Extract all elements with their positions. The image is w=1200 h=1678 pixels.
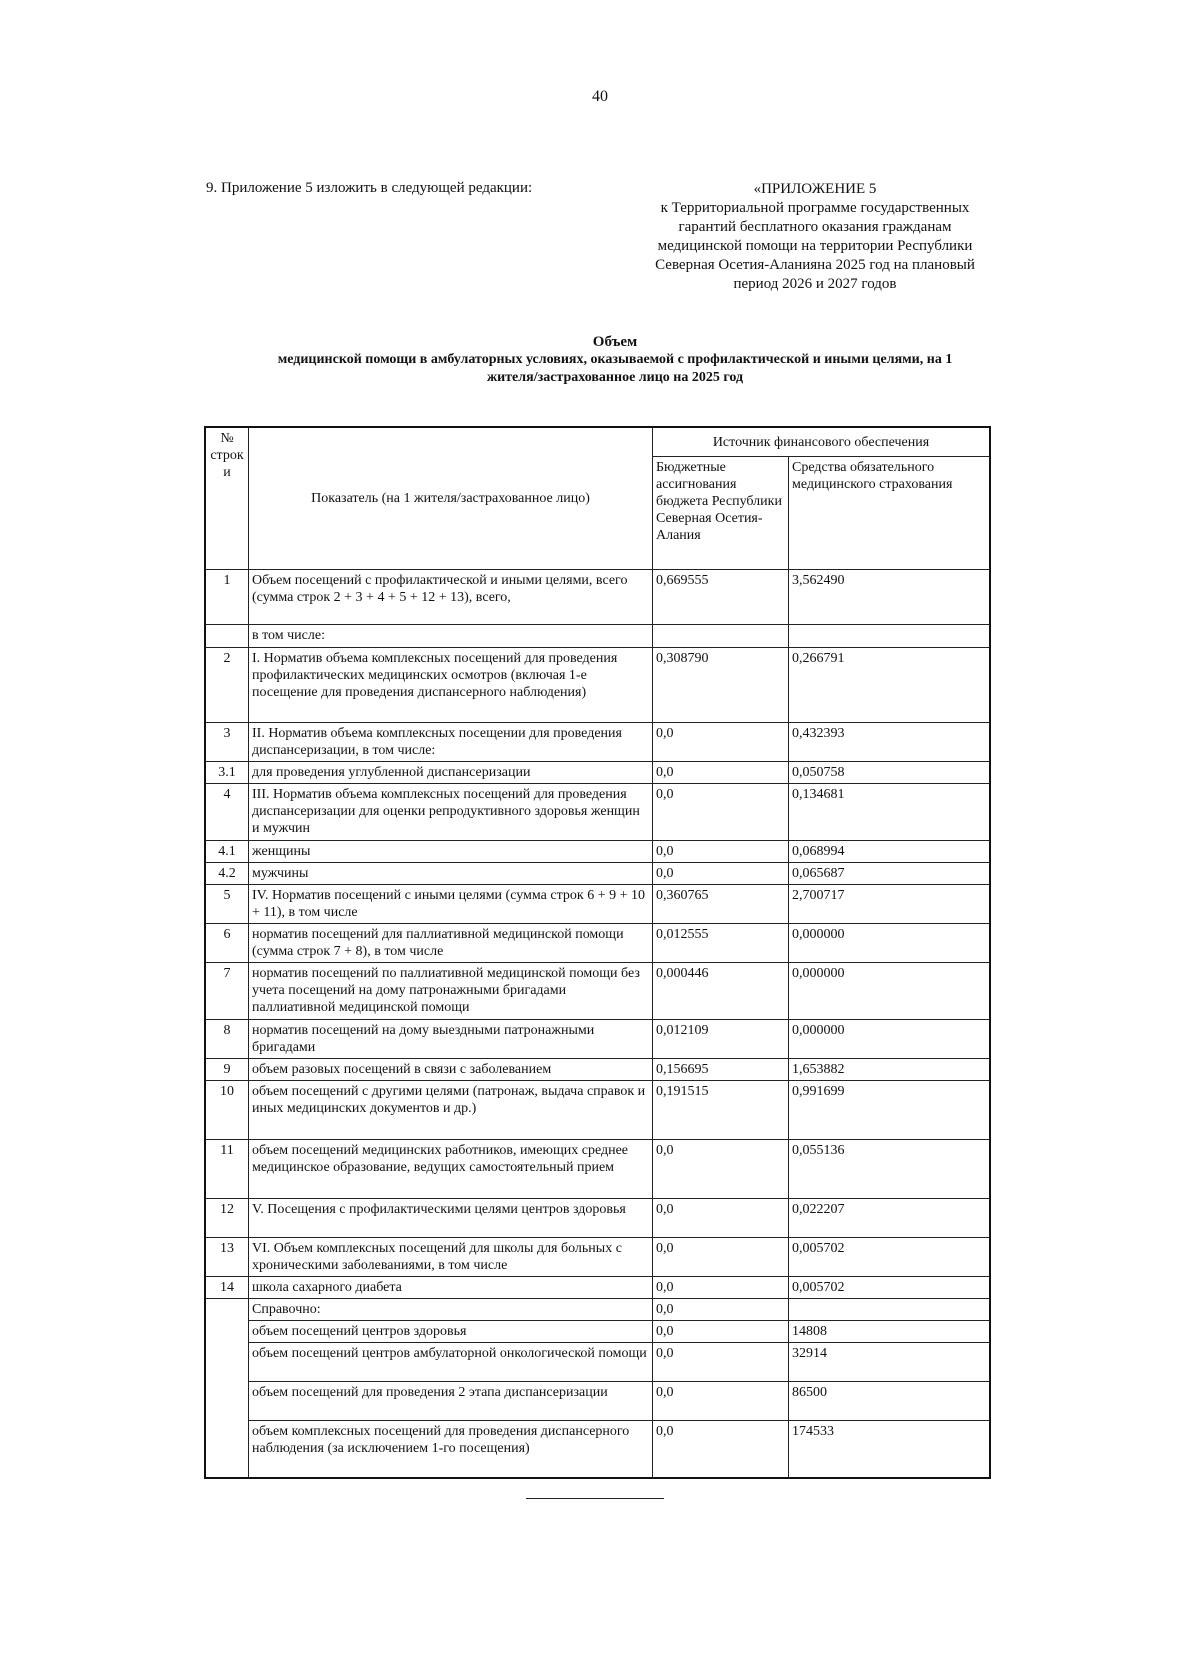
appendix-line: «ПРИЛОЖЕНИЕ 5	[753, 181, 877, 197]
header-source: Источник финансового обеспечения	[653, 427, 991, 457]
table-row	[205, 625, 990, 648]
header-oms: Средства обязательного медицинского страхования	[789, 457, 991, 570]
table-row	[205, 863, 990, 885]
row-budget-value: 0,012555	[653, 924, 789, 963]
row-number: 9	[205, 1059, 249, 1081]
table-row	[205, 648, 990, 723]
row-indicator: IV. Норматив посещений с иными целями (сумма строк 6 + 9 + 10 + 11), в том числе	[249, 885, 653, 924]
row-number: 1	[205, 570, 249, 625]
reference-budget-value: 0,0	[653, 1343, 789, 1382]
row-budget-value: 0,669555	[653, 570, 789, 625]
row-budget-value: 0,360765	[653, 885, 789, 924]
row-number: 7	[205, 963, 249, 1020]
volume-table	[204, 426, 991, 1479]
row-indicator: школа сахарного диабета	[249, 1277, 653, 1299]
row-indicator: для проведения углубленной диспансеризации	[249, 762, 653, 784]
row-oms-value	[789, 625, 991, 648]
row-number: 2	[205, 648, 249, 723]
row-number: 5	[205, 885, 249, 924]
title-line-2: медицинской помощи в амбулаторных условиях, оказываемой с профилактической и иными целями, на 1	[277, 352, 953, 367]
reference-label: Справочно:	[249, 1299, 653, 1321]
row-oms-value: 0,005702	[789, 1277, 991, 1299]
row-budget-value	[653, 625, 789, 648]
reference-indicator: объем комплексных посещений для проведения диспансерного наблюдения (за исключением 1-го посещения)	[249, 1421, 653, 1479]
row-number: 11	[205, 1140, 249, 1199]
table-row	[205, 1059, 990, 1081]
row-budget-value: 0,0	[653, 1199, 789, 1238]
row-oms-value: 0,266791	[789, 648, 991, 723]
row-oms-value: 2,700717	[789, 885, 991, 924]
appendix-line: период 2026 и 2027 годов	[733, 276, 897, 292]
reference-oms-value: 32914	[789, 1343, 991, 1382]
row-oms-value: 0,065687	[789, 863, 991, 885]
appendix-line: гарантий бесплатного оказания гражданам	[678, 219, 952, 235]
reference-indicator: объем посещений центров здоровья	[249, 1321, 653, 1343]
row-number: 14	[205, 1277, 249, 1299]
row-indicator: объем разовых посещений в связи с заболеванием	[249, 1059, 653, 1081]
reference-row	[205, 1321, 990, 1343]
page-number: 40	[592, 88, 608, 105]
row-indicator: I. Норматив объема комплексных посещений для проведения профилактических медицинских осмотров (включая 1-е посещение для проведения диспансерного наблюдения)	[249, 648, 653, 723]
table-row	[205, 1081, 990, 1140]
row-indicator: III. Норматив объема комплексных посещений для проведения диспансеризации для оценки репродуктивного здоровья женщин и мужчин	[249, 784, 653, 841]
row-budget-value: 0,0	[653, 784, 789, 841]
row-indicator: VI. Объем комплексных посещений для школы для больных с хроническими заболеваниями, в том числе	[249, 1238, 653, 1277]
reference-budget-value: 0,0	[653, 1421, 789, 1479]
row-budget-value: 0,0	[653, 1277, 789, 1299]
document-title	[240, 333, 990, 387]
reference-label-budget: 0,0	[653, 1299, 789, 1321]
row-number: 10	[205, 1081, 249, 1140]
row-indicator: V. Посещения с профилактическими целями центров здоровья	[249, 1199, 653, 1238]
row-budget-value: 0,156695	[653, 1059, 789, 1081]
row-oms-value: 0,050758	[789, 762, 991, 784]
appendix-header	[640, 180, 990, 294]
row-budget-value: 0,0	[653, 1140, 789, 1199]
row-indicator: Объем посещений с профилактической и иными целями, всего (сумма строк 2 + 3 + 4 + 5 + 12 + 13), всего,	[249, 570, 653, 625]
reference-indicator: объем посещений центров амбулаторной онкологической помощи	[249, 1343, 653, 1382]
title-line-1: Объем	[592, 334, 638, 350]
reference-row	[205, 1421, 990, 1479]
row-oms-value: 0,134681	[789, 784, 991, 841]
reference-label-oms	[789, 1299, 991, 1321]
row-indicator: норматив посещений по паллиативной медицинской помощи без учета посещений на дому патронажными бригадами паллиативной медицинской помощи	[249, 963, 653, 1020]
row-budget-value: 0,0	[653, 762, 789, 784]
footer-divider	[526, 1498, 664, 1499]
row-oms-value: 0,991699	[789, 1081, 991, 1140]
row-indicator: женщины	[249, 841, 653, 863]
title-line-3: жителя/застрахованное лицо на 2025 год	[486, 370, 744, 385]
table-row	[205, 841, 990, 863]
row-oms-value: 0,432393	[789, 723, 991, 762]
row-oms-value: 1,653882	[789, 1059, 991, 1081]
intro-text: 9. Приложение 5 изложить в следующей редакции:	[206, 180, 533, 196]
header-indicator: Показатель (на 1 жителя/застрахованное лицо)	[249, 427, 653, 570]
reference-num-cell	[205, 1299, 249, 1479]
row-indicator: объем посещений с другими целями (патронаж, выдача справок и иных медицинских документов и др.)	[249, 1081, 653, 1140]
reference-row	[205, 1343, 990, 1382]
row-budget-value: 0,000446	[653, 963, 789, 1020]
table-row	[205, 924, 990, 963]
row-budget-value: 0,308790	[653, 648, 789, 723]
table-row	[205, 1238, 990, 1277]
reference-oms-value: 14808	[789, 1321, 991, 1343]
header-num: № строк и	[205, 427, 249, 570]
table-row	[205, 963, 990, 1020]
table-row	[205, 1199, 990, 1238]
row-budget-value: 0,0	[653, 841, 789, 863]
row-number	[205, 625, 249, 648]
table-row	[205, 1020, 990, 1059]
reference-indicator: объем посещений для проведения 2 этапа диспансеризации	[249, 1382, 653, 1421]
table-row	[205, 723, 990, 762]
row-indicator: объем посещений медицинских работников, имеющих среднее медицинское образование, ведущих самостоятельный прием	[249, 1140, 653, 1199]
table-row	[205, 570, 990, 625]
row-budget-value: 0,0	[653, 723, 789, 762]
row-budget-value: 0,191515	[653, 1081, 789, 1140]
row-oms-value: 3,562490	[789, 570, 991, 625]
row-budget-value: 0,0	[653, 1238, 789, 1277]
row-indicator: II. Норматив объема комплексных посещении для проведения диспансеризации, в том числе:	[249, 723, 653, 762]
row-number: 8	[205, 1020, 249, 1059]
row-number: 13	[205, 1238, 249, 1277]
reference-oms-value: 86500	[789, 1382, 991, 1421]
row-indicator: мужчины	[249, 863, 653, 885]
row-number: 4.1	[205, 841, 249, 863]
row-oms-value: 0,000000	[789, 1020, 991, 1059]
row-oms-value: 0,000000	[789, 924, 991, 963]
reference-row	[205, 1382, 990, 1421]
row-indicator: норматив посещений для паллиативной медицинской помощи (сумма строк 7 + 8), в том числе	[249, 924, 653, 963]
row-oms-value: 0,055136	[789, 1140, 991, 1199]
row-budget-value: 0,012109	[653, 1020, 789, 1059]
row-number: 3	[205, 723, 249, 762]
row-oms-value: 0,022207	[789, 1199, 991, 1238]
reference-budget-value: 0,0	[653, 1321, 789, 1343]
row-number: 12	[205, 1199, 249, 1238]
table-row	[205, 1277, 990, 1299]
row-number: 4	[205, 784, 249, 841]
appendix-line: медицинской помощи на территории Республики	[657, 238, 973, 254]
row-number: 3.1	[205, 762, 249, 784]
reference-budget-value: 0,0	[653, 1382, 789, 1421]
appendix-line: к Территориальной программе государственных	[660, 200, 970, 216]
row-indicator: норматив посещений на дому выездными патронажными бригадами	[249, 1020, 653, 1059]
table-row	[205, 1140, 990, 1199]
row-number: 4.2	[205, 863, 249, 885]
row-number: 6	[205, 924, 249, 963]
row-oms-value: 0,068994	[789, 841, 991, 863]
table-row	[205, 885, 990, 924]
table-header-row	[205, 427, 990, 457]
table-row	[205, 762, 990, 784]
row-oms-value: 0,005702	[789, 1238, 991, 1277]
row-budget-value: 0,0	[653, 863, 789, 885]
header-budget: Бюджетные ассигнования бюджета Республики Северная Осетия-Алания	[653, 457, 789, 570]
reference-label-row	[205, 1299, 990, 1321]
row-indicator: в том числе:	[249, 625, 653, 648]
appendix-line: Северная Осетия-Аланияна 2025 год на плановый	[655, 257, 975, 273]
reference-oms-value: 174533	[789, 1421, 991, 1479]
row-oms-value: 0,000000	[789, 963, 991, 1020]
table-row	[205, 784, 990, 841]
